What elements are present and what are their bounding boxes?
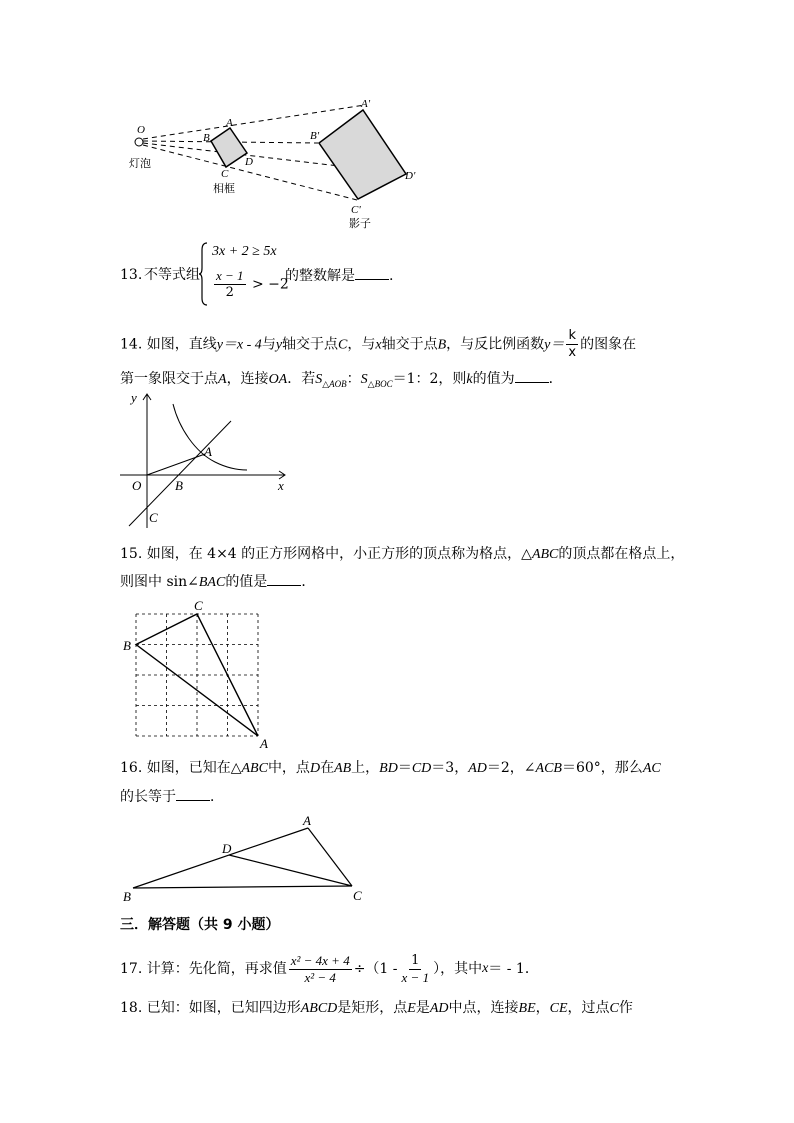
question-14-line1: 14. 如图，直线y＝x - 4与y轴交于点C，与x轴交于点B，与反比例函数y＝ $\frac{k}{x}$ 的图象在 <box>120 328 637 360</box>
label-c2: C' <box>351 204 361 216</box>
shadow-label: 影子 <box>349 218 371 230</box>
svg-text:B: B <box>175 478 183 493</box>
section-3-title: 三．解答题（共 9 小题） <box>120 917 280 933</box>
label-d2: D' <box>405 170 416 182</box>
svg-text:C: C <box>149 510 158 525</box>
question-14-line2: 第一象限交于点A，连接OA．若$S_{\triangle AOB}$：$S_{\triangle BOC}=1$：2，则k的值为 ． <box>120 368 563 394</box>
figure-15-grid <box>118 596 278 752</box>
svg-text:A: A <box>204 444 212 459</box>
label-a2: A' <box>361 98 371 110</box>
label-c: C <box>221 168 229 180</box>
question-15-line2: 则图中 sin∠BAC的值是 ． <box>120 571 315 593</box>
q15-answer-blank[interactable] <box>267 571 301 586</box>
q13-ineq2-rest: > −2 <box>252 276 289 293</box>
q14-answer-blank[interactable] <box>515 368 549 383</box>
q13-suffix: 的整数解是 <box>285 268 355 284</box>
svg-text:x: x <box>278 478 284 493</box>
label-o: O <box>137 124 145 136</box>
frame-abcd <box>211 128 247 167</box>
svg-text:O: O <box>132 478 142 493</box>
svg-text:C: C <box>353 888 362 903</box>
label-b2: B' <box>310 130 320 142</box>
hyperbola <box>173 404 247 470</box>
lamp-shadow-figure <box>125 95 425 235</box>
label-d: D <box>245 156 253 168</box>
segment-oa <box>147 454 205 475</box>
q13-ineq2-num: x − 1 <box>216 268 244 283</box>
svg-text:D: D <box>222 841 232 856</box>
label-a: A <box>226 117 233 129</box>
question-17: 17. 计算：先化简，再求值 $\frac{\text{x² − 4x + 4}}{\text{x² − 4}}$ ÷（1 - $\frac{1}{x - 1}$ ），其中 x ＝ - 1． <box>120 952 539 985</box>
figure-14 <box>115 388 295 533</box>
figure-16 <box>115 810 375 906</box>
q13-ineq2-den: 2 <box>225 285 234 300</box>
svg-text:A: A <box>303 813 311 828</box>
q13-prefix: 不等式组 <box>144 267 200 283</box>
brace-icon <box>198 242 208 306</box>
q13-num: 13. <box>120 267 143 283</box>
question-15-line1: 15. 如图，在 4×4 的正方形网格中，小正方形的顶点称为格点，△ABC的顶点都在格点上， <box>120 546 685 562</box>
shadow-abcd <box>319 110 406 199</box>
ray-oc <box>143 145 357 200</box>
svg-text:A: A <box>260 736 268 751</box>
q13-answer-blank[interactable] <box>355 265 389 280</box>
line-y-x-4 <box>129 421 231 526</box>
svg-text:B: B <box>123 638 131 653</box>
question-16-line1: 16. 如图，已知在△ABC中，点D在AB上，BD＝CD＝3，AD＝2，∠ACB＝60°，那么AC <box>120 760 661 776</box>
question-18: 18. 已知：如图，已知四边形ABCD是矩形，点E是AD中点，连接BE，CE，过点C作 <box>120 1000 633 1016</box>
q16-answer-blank[interactable] <box>176 786 210 801</box>
lamp-label: 灯泡 <box>129 158 151 170</box>
svg-text:y: y <box>131 390 137 405</box>
frame-label: 相框 <box>213 183 235 195</box>
svg-text:B: B <box>123 889 131 904</box>
svg-text:C: C <box>194 598 203 613</box>
q13-ineq1: 3x + 2 ≥ 5x <box>212 244 277 259</box>
question-16-line2: 的长等于 ． <box>120 786 224 807</box>
label-b: B <box>203 132 210 144</box>
lamp-icon <box>135 138 143 146</box>
